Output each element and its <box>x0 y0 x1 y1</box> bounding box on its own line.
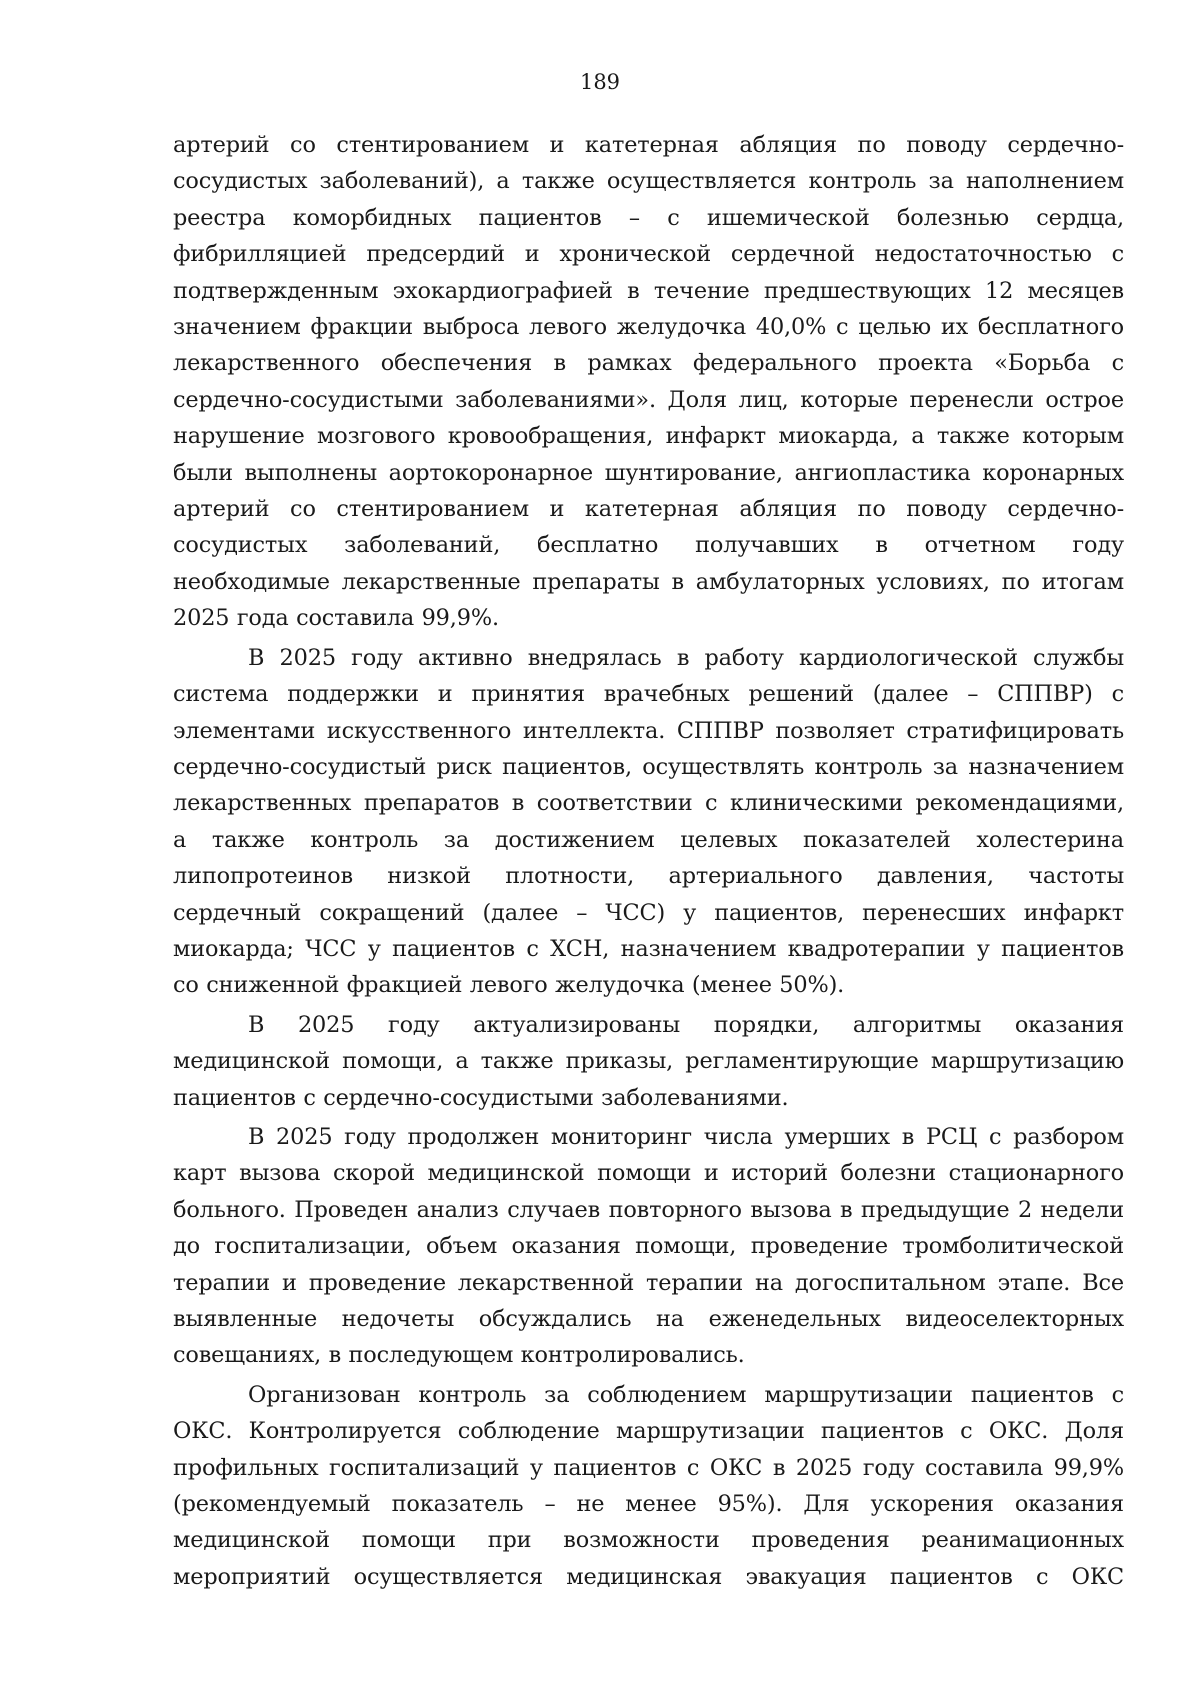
text-line: 2025 года составила 99,9%. <box>173 605 499 632</box>
text-line: а также контроль за достижением целевых показателей холестерина <box>173 826 1124 853</box>
body-text <box>173 127 1124 1598</box>
text-line: медицинской помощи при возможности проведения реанимационных <box>173 1527 1124 1554</box>
paragraph <box>173 1119 1124 1374</box>
paragraph <box>173 640 1124 1004</box>
text-line: со сниженной фракцией левого желудочка (менее 50%). <box>173 972 845 999</box>
text-line: лекарственного обеспечения в рамках федерального проекта «Борьба с <box>173 350 1124 377</box>
text-line: миокарда; ЧСС у пациентов с ХСН, назначением квадротерапии у пациентов <box>173 935 1124 962</box>
text-line: пациентов с сердечно-сосудистыми заболеваниями. <box>173 1084 789 1111</box>
text-line: В 2025 году продолжен мониторинг числа умерших в РСЦ с разбором <box>248 1123 1124 1150</box>
text-line: сердечно-сосудистый риск пациентов, осуществлять контроль за назначением <box>173 753 1124 780</box>
text-line: медицинской помощи, а также приказы, регламентирующие маршрутизацию <box>173 1048 1124 1075</box>
text-line: больного. Проведен анализ случаев повторного вызова в предыдущие 2 недели <box>173 1196 1124 1223</box>
text-line: артерий со стентированием и катетерная абляция по поводу сердечно- <box>173 496 1124 523</box>
text-line: совещаниях, в последующем контролировались. <box>173 1342 745 1369</box>
text-line: до госпитализации, объем оказания помощи, проведение тромболитической <box>173 1233 1124 1260</box>
text-line: карт вызова скорой медицинской помощи и историй болезни стационарного <box>173 1160 1124 1187</box>
text-line: значением фракции выброса левого желудочка 40,0% с целью их бесплатного <box>173 314 1124 341</box>
page-number: 189 <box>579 70 621 94</box>
text-line: мероприятий осуществляется медицинская эвакуация пациентов с ОКС <box>173 1563 1124 1590</box>
text-line: профильных госпитализаций у пациентов с ОКС в 2025 году составила 99,9% <box>173 1454 1124 1481</box>
text-line: были выполнены аортокоронарное шунтирование, ангиопластика коронарных <box>173 459 1124 486</box>
text-line: система поддержки и принятия врачебных решений (далее – СППВР) с <box>173 681 1124 708</box>
text-line: нарушение мозгового кровообращения, инфаркт миокарда, а также которым <box>173 423 1124 450</box>
text-line: фибрилляцией предсердий и хронической сердечной недостаточностью с <box>173 241 1124 268</box>
text-line: выявленные недочеты обсуждались на еженедельных видеоселекторных <box>173 1306 1124 1332</box>
text-line: необходимые лекарственные препараты в амбулаторных условиях, по итогам <box>173 568 1124 595</box>
text-line: лекарственных препаратов в соответствии с клиническими рекомендациями, <box>173 790 1124 817</box>
text-line: элементами искусственного интеллекта. СППВР позволяет стратифицировать <box>173 717 1124 744</box>
text-line: сердечный сокращений (далее – ЧСС) у пациентов, перенесших инфаркт <box>173 899 1124 926</box>
text-line: В 2025 году активно внедрялась в работу кардиологической службы <box>248 644 1124 671</box>
text-line: сердечно-сосудистыми заболеваниями». Доля лиц, которые перенесли острое <box>173 386 1124 413</box>
paragraph <box>173 1007 1124 1116</box>
text-line: реестра коморбидных пациентов – с ишемической болезнью сердца, <box>173 204 1124 231</box>
paragraph <box>173 127 1124 637</box>
text-line: липопротеинов низкой плотности, артериального давления, частоты <box>173 863 1124 890</box>
text-line: В 2025 году актуализированы порядки, алгоритмы оказания <box>248 1011 1124 1038</box>
text-line: артерий со стентированием и катетерная абляция по поводу сердечно- <box>173 132 1124 158</box>
text-line: (рекомендуемый показатель – не менее 95%). Для ускорения оказания <box>173 1491 1124 1518</box>
text-line: Организован контроль за соблюдением маршрутизации пациентов с <box>248 1381 1124 1408</box>
paragraph <box>173 1377 1124 1595</box>
text-line: ОКС. Контролируется соблюдение маршрутизации пациентов с ОКС. Доля <box>173 1418 1124 1445</box>
text-line: терапии и проведение лекарственной терапии на догоспитальном этапе. Все <box>173 1269 1124 1296</box>
text-line: подтвержденным эхокардиографией в течение предшествующих 12 месяцев <box>173 277 1124 304</box>
text-line: сосудистых заболеваний, бесплатно получавших в отчетном году <box>173 532 1124 559</box>
text-line: сосудистых заболеваний), а также осуществляется контроль за наполнением <box>173 168 1124 195</box>
